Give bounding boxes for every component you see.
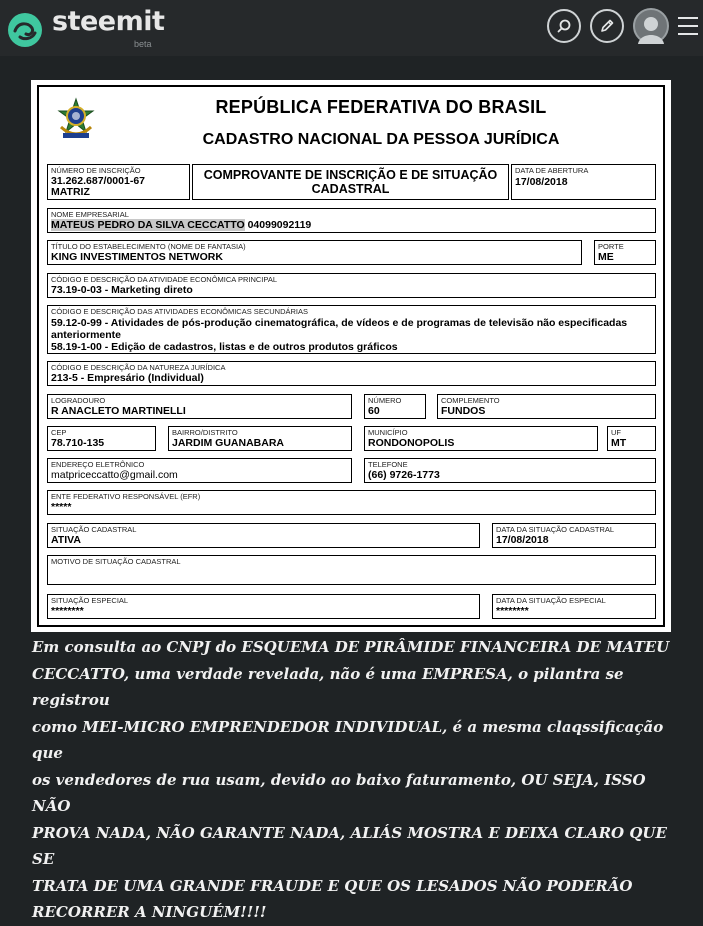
municipio-value: RONDONOPOLIS bbox=[368, 437, 455, 449]
telefone-value: (66) 9726-1773 bbox=[368, 469, 440, 481]
numero-box bbox=[364, 394, 426, 419]
avatar[interactable] bbox=[633, 8, 669, 44]
steemit-logo-icon[interactable] bbox=[6, 10, 46, 55]
bairro-box bbox=[168, 426, 352, 451]
municipio-box bbox=[364, 426, 598, 451]
post-line: CECCATTO, uma verdade revelada, não é uma EMPRESA, o pilantra se registrou bbox=[32, 664, 624, 709]
numero-inscricao-box bbox=[47, 164, 190, 200]
cnpj-number: 31.262.687/0001-67 bbox=[51, 175, 146, 187]
nome-empresarial-value bbox=[51, 219, 311, 231]
numero-value: 60 bbox=[368, 405, 380, 417]
field-label: BAIRRO/DISTRITO bbox=[172, 428, 238, 437]
uf-box bbox=[607, 426, 656, 451]
field-label: DATA DA SITUAÇÃO ESPECIAL bbox=[496, 596, 606, 605]
porte-value: ME bbox=[598, 251, 614, 263]
secondary-activity-line: 59.12-0-99 - Atividades de pós-produção cinematográfica, de vídeos e de programas de televisão não especificadas bbox=[51, 317, 628, 329]
create-post-button[interactable] bbox=[590, 9, 624, 43]
complemento-value: FUNDOS bbox=[441, 405, 486, 417]
nome-empresarial-box bbox=[47, 208, 656, 233]
field-label: LOGRADOURO bbox=[51, 396, 106, 405]
registry-title: CADASTRO NACIONAL DA PESSOA JURÍDICA bbox=[202, 131, 560, 148]
complemento-box bbox=[437, 394, 656, 419]
bairro-value: JARDIM GUANABARA bbox=[172, 437, 284, 449]
field-label: ENDEREÇO ELETRÔNICO bbox=[51, 460, 145, 469]
situacao-box bbox=[47, 523, 480, 548]
situacao-especial-value: ******** bbox=[51, 605, 84, 617]
field-label: NÚMERO DE INSCRIÇÃO bbox=[51, 166, 141, 175]
field-label: CEP bbox=[51, 428, 67, 437]
establishment-type: MATRIZ bbox=[51, 186, 90, 198]
field-label: SITUAÇÃO ESPECIAL bbox=[51, 596, 129, 605]
field-label: SITUAÇÃO CADASTRAL bbox=[51, 525, 137, 534]
post-line: os vendedores de rua usam, devido ao baixo faturamento, OU SEJA, ISSO NÃO bbox=[32, 770, 646, 815]
titulo-box bbox=[47, 240, 582, 265]
email-value: matpriceccatto@gmail.com bbox=[51, 469, 178, 481]
email-box bbox=[47, 458, 352, 483]
data-abertura-value: 17/08/2018 bbox=[515, 176, 568, 188]
atividades-secundarias-box bbox=[47, 305, 656, 354]
situacao-value: ATIVA bbox=[51, 534, 81, 546]
comprovante-box bbox=[192, 164, 509, 200]
top-navigation-bar bbox=[0, 0, 703, 56]
data-situacao-especial-value: ******** bbox=[496, 605, 529, 617]
data-situacao-especial-box bbox=[492, 594, 656, 619]
pencil-icon bbox=[599, 18, 615, 34]
data-abertura-box bbox=[511, 164, 656, 200]
field-label: TÍTULO DO ESTABELECIMENTO (NOME DE FANTASIA) bbox=[51, 242, 246, 251]
search-button[interactable] bbox=[547, 9, 581, 43]
field-label: DATA DE ABERTURA bbox=[515, 166, 589, 175]
natureza-box bbox=[47, 361, 656, 386]
comprovante-title: COMPROVANTE DE INSCRIÇÃO E DE SITUAÇÃO CADASTRAL bbox=[203, 168, 498, 196]
uf-value: MT bbox=[611, 437, 627, 449]
post-line: como MEI-MICRO EMPRENDEDOR INDIVIDUAL, é a mesma claqssificação que bbox=[32, 717, 664, 762]
motivo-box bbox=[47, 555, 656, 585]
natureza-value: 213-5 - Empresário (Individual) bbox=[51, 372, 204, 384]
field-label: COMPLEMENTO bbox=[441, 396, 500, 405]
field-label: CÓDIGO E DESCRIÇÃO DA ATIVIDADE ECONÔMICA PRINCIPAL bbox=[51, 275, 278, 284]
efr-box bbox=[47, 490, 656, 515]
cep-box bbox=[47, 426, 156, 451]
titulo-value: KING INVESTIMENTOS NETWORK bbox=[51, 251, 223, 263]
secondary-activity-line: 58.19-1-00 - Edição de cadastros, listas e de outros produtos gráficos bbox=[51, 341, 398, 353]
cpf-number: 04099092119 bbox=[247, 219, 312, 231]
post-body bbox=[32, 634, 682, 926]
data-situacao-box bbox=[492, 523, 656, 548]
field-label: ENTE FEDERATIVO RESPONSÁVEL (EFR) bbox=[51, 492, 201, 501]
field-label: NÚMERO bbox=[368, 396, 402, 405]
efr-value: ***** bbox=[51, 501, 72, 513]
data-situacao-value: 17/08/2018 bbox=[496, 534, 549, 546]
field-label: MUNICÍPIO bbox=[368, 428, 408, 437]
situacao-especial-box bbox=[47, 594, 480, 619]
post-line: TRATA DE UMA GRANDE FRAUDE E QUE OS LESADOS NÃO PODERÃO bbox=[32, 876, 633, 895]
cep-value: 78.710-135 bbox=[51, 437, 105, 449]
field-label: CÓDIGO E DESCRIÇÃO DAS ATIVIDADES ECONÔMICAS SECUNDÁRIAS bbox=[51, 307, 308, 316]
brand-name[interactable]: steemit bbox=[52, 6, 165, 37]
search-icon bbox=[556, 18, 572, 34]
field-label: NOME EMPRESARIAL bbox=[51, 210, 129, 219]
atividade-principal-value: 73.19-0-03 - Marketing direto bbox=[51, 284, 193, 296]
field-label: MOTIVO DE SITUAÇÃO CADASTRAL bbox=[51, 557, 181, 566]
post-line: RECORRER A NINGUÉM!!!! bbox=[32, 903, 267, 921]
atividade-principal-box bbox=[47, 273, 656, 298]
post-line: PROVA NADA, NÃO GARANTE NADA, ALIÁS MOSTRA E DEIXA CLARO QUE SE bbox=[32, 823, 667, 868]
field-label: PORTE bbox=[598, 242, 624, 251]
field-label: DATA DA SITUAÇÃO CADASTRAL bbox=[496, 525, 615, 534]
menu-icon[interactable] bbox=[678, 17, 698, 35]
field-label: UF bbox=[611, 428, 621, 437]
porte-box bbox=[594, 240, 656, 265]
field-label: TELEFONE bbox=[368, 460, 408, 469]
cnpj-document bbox=[31, 80, 671, 632]
logradouro-box bbox=[47, 394, 352, 419]
beta-label: beta bbox=[134, 39, 152, 49]
logradouro-value: R ANACLETO MARTINELLI bbox=[51, 405, 186, 417]
post-line: Em consulta ao CNPJ do ESQUEMA DE PIRÂMIDE FINANCEIRA DE MATEU bbox=[32, 638, 670, 656]
field-label: CÓDIGO E DESCRIÇÃO DA NATUREZA JURÍDICA bbox=[51, 363, 226, 372]
country-title: REPÚBLICA FEDERATIVA DO BRASIL bbox=[215, 97, 547, 117]
telefone-box bbox=[364, 458, 656, 483]
highlighted-name: MATEUS PEDRO DA SILVA CECCATTO bbox=[51, 219, 245, 231]
secondary-activity-line: anteriormente bbox=[51, 329, 122, 341]
